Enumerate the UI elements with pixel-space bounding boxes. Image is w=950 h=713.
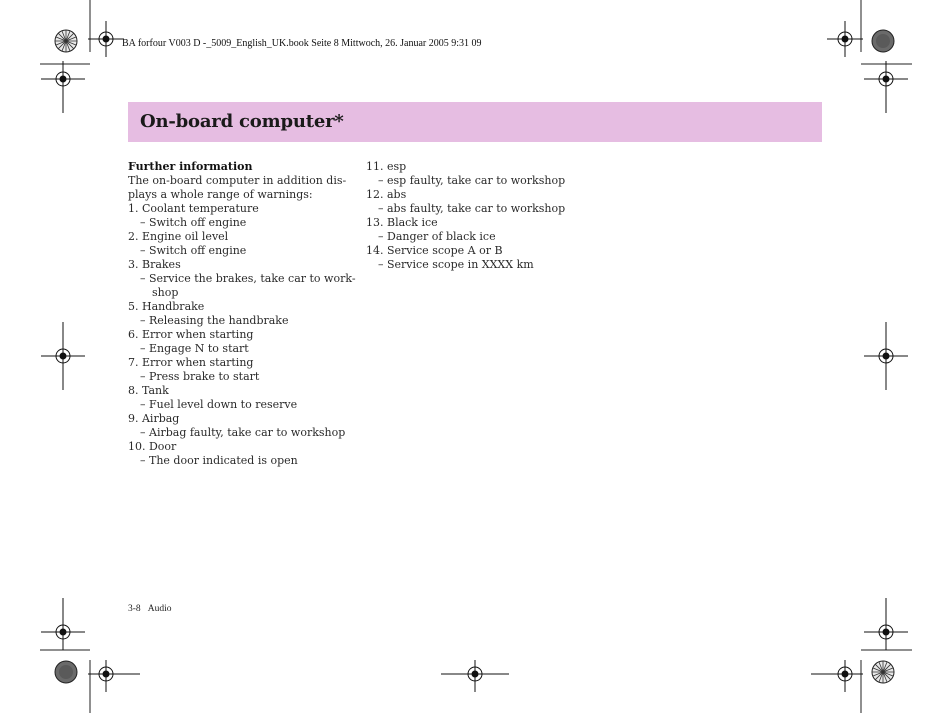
registration-mark	[41, 598, 85, 650]
warning-list	[128, 202, 358, 468]
warning-item: 13. Black ice	[366, 216, 438, 229]
warning-item: 12. abs	[366, 188, 407, 201]
warning-action: – Danger of black ice	[378, 230, 496, 243]
warning-action: – Switch off engine	[140, 244, 247, 257]
registration-mark	[88, 660, 140, 692]
warning-item: 6. Error when starting	[128, 328, 254, 341]
warning-action: – abs faulty, take car to workshop	[378, 202, 566, 215]
print-header: BA forfour V003 D -_5009_English_UK.book Seite 8 Mittwoch, 26. Januar 2005 9:31 09	[122, 38, 482, 49]
page-number: 3-8	[128, 604, 141, 614]
registration-mark	[41, 61, 85, 113]
warning-action: – Service scope in XXXX km	[378, 258, 534, 271]
gray-target	[872, 30, 894, 52]
warning-item: 9. Airbag	[128, 412, 180, 425]
warning-list	[366, 160, 606, 272]
warning-item: 10. Door	[128, 440, 177, 453]
warning-action: – Airbag faulty, take car to workshop	[140, 426, 346, 439]
page-title: On-board computer*	[140, 111, 344, 132]
registration-mark	[827, 21, 863, 57]
warning-item: 11. esp	[366, 160, 407, 173]
registration-mark	[864, 61, 908, 113]
registration-mark	[811, 660, 863, 692]
footer-section: Audio	[147, 604, 172, 614]
section-heading: Further information	[128, 160, 253, 173]
registration-mark	[864, 322, 908, 390]
warning-action: – Service the brakes, take car to work-	[140, 272, 356, 285]
warning-action: – Switch off engine	[140, 216, 247, 229]
right-column	[366, 160, 606, 272]
warning-item: 2. Engine oil level	[128, 230, 229, 243]
intro-line: plays a whole range of warnings:	[128, 188, 313, 201]
star-target	[55, 30, 77, 52]
warning-item: 5. Handbrake	[128, 300, 205, 313]
warning-action: – Press brake to start	[140, 370, 260, 383]
warning-item: 8. Tank	[128, 384, 169, 397]
warning-action: – Fuel level down to reserve	[140, 398, 298, 411]
warning-item: 7. Error when starting	[128, 356, 254, 369]
warning-action: – esp faulty, take car to workshop	[378, 174, 566, 187]
warning-item: 14. Service scope A or B	[366, 244, 503, 257]
warning-item: 1. Coolant temperature	[128, 202, 259, 215]
registration-mark	[88, 21, 124, 57]
gray-target	[55, 661, 77, 683]
warning-item: 3. Brakes	[128, 258, 181, 271]
warning-action: – Engage N to start	[140, 342, 249, 355]
registration-mark	[441, 660, 509, 692]
warning-action: shop	[152, 286, 179, 299]
intro-line: The on-board computer in addition dis-	[128, 174, 347, 187]
page-footer	[128, 604, 172, 614]
title-band	[128, 102, 822, 142]
warning-action: – The door indicated is open	[140, 454, 298, 467]
left-column	[128, 160, 358, 468]
registration-mark	[41, 322, 85, 390]
star-target	[872, 661, 894, 683]
registration-mark	[864, 598, 908, 650]
warning-action: – Releasing the handbrake	[140, 314, 289, 327]
